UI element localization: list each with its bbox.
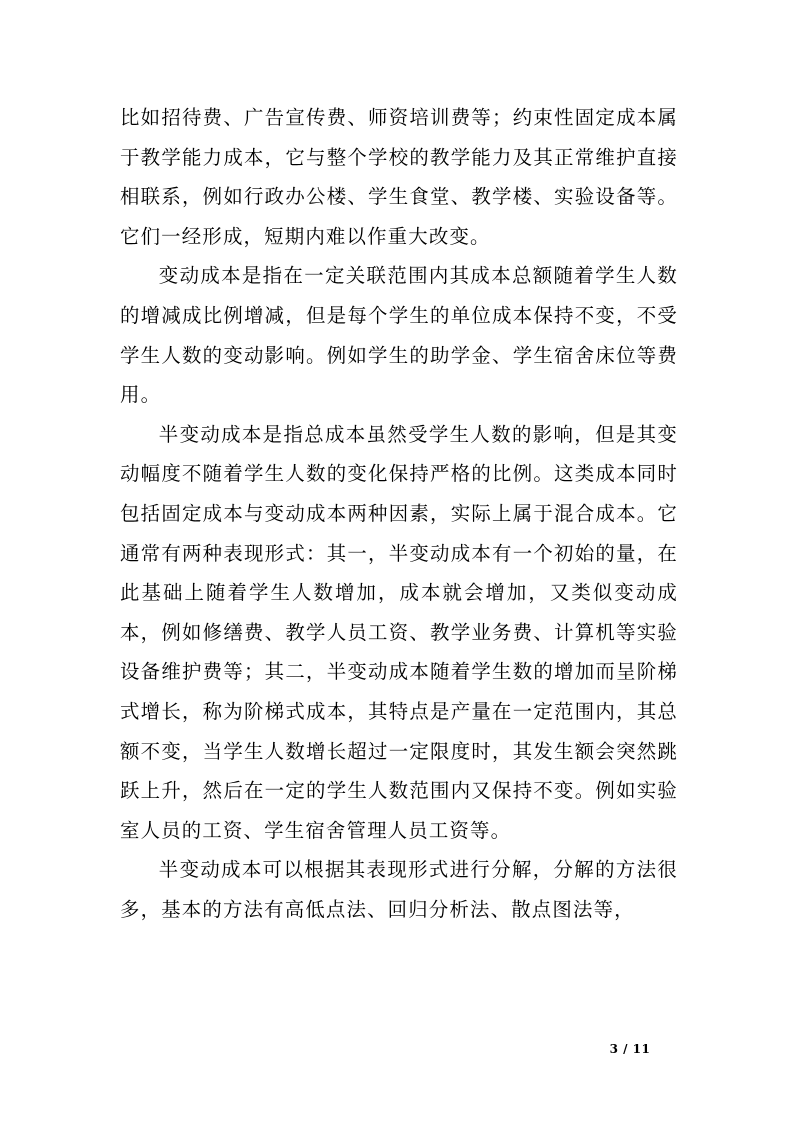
document-body — [120, 98, 678, 929]
paragraph-decomposition-methods: 半变动成本可以根据其表现形式进行分解，分解的方法很多，基本的方法有高低点法、回归分析法、散点图法等， — [120, 858, 678, 921]
page-number: 3 / 11 — [609, 1042, 651, 1056]
paragraph-semi-variable-cost: 半变动成本是指总成本虽然受学生人数的影响，但是其变动幅度不随着学生人数的变化保持严格的比例。这类成本同时包括固定成本与变动成本两种因素，实际上属于混合成本。它通常有两种表现形式：其一，半变动成本有一个初始的量，在此基础上随着学生人数增加，成本就会增加，又类似变动成本，例如修缮费、教学人员工资、教学业务费、计算机等实验设备维护费等；其二，半变动成本随着学生数的增加而呈阶梯式增长，称为阶梯式成本，其特点是产量在一定范围内，其总额不变，当学生人数增长超过一定限度时，其发生额会突然跳跃上升，然后在一定的学生人数范围内又保持不变。例如实验室人员的工资、学生宿舍管理人员工资等。 — [120, 422, 678, 842]
paragraph-fixed-cost-continuation: 比如招待费、广告宣传费、师资培训费等；约束性固定成本属于教学能力成本，它与整个学校的教学能力及其正常维护直接相联系，例如行政办公楼、学生食堂、教学楼、实验设备等。它们一经形成，短期内难以作重大改变。 — [120, 106, 678, 248]
paragraph-variable-cost: 变动成本是指在一定关联范围内其成本总额随着学生人数的增减成比例增减，但是每个学生的单位成本保持不变，不受学生人数的变动影响。例如学生的助学金、学生宿舍床位等费用。 — [120, 264, 678, 407]
